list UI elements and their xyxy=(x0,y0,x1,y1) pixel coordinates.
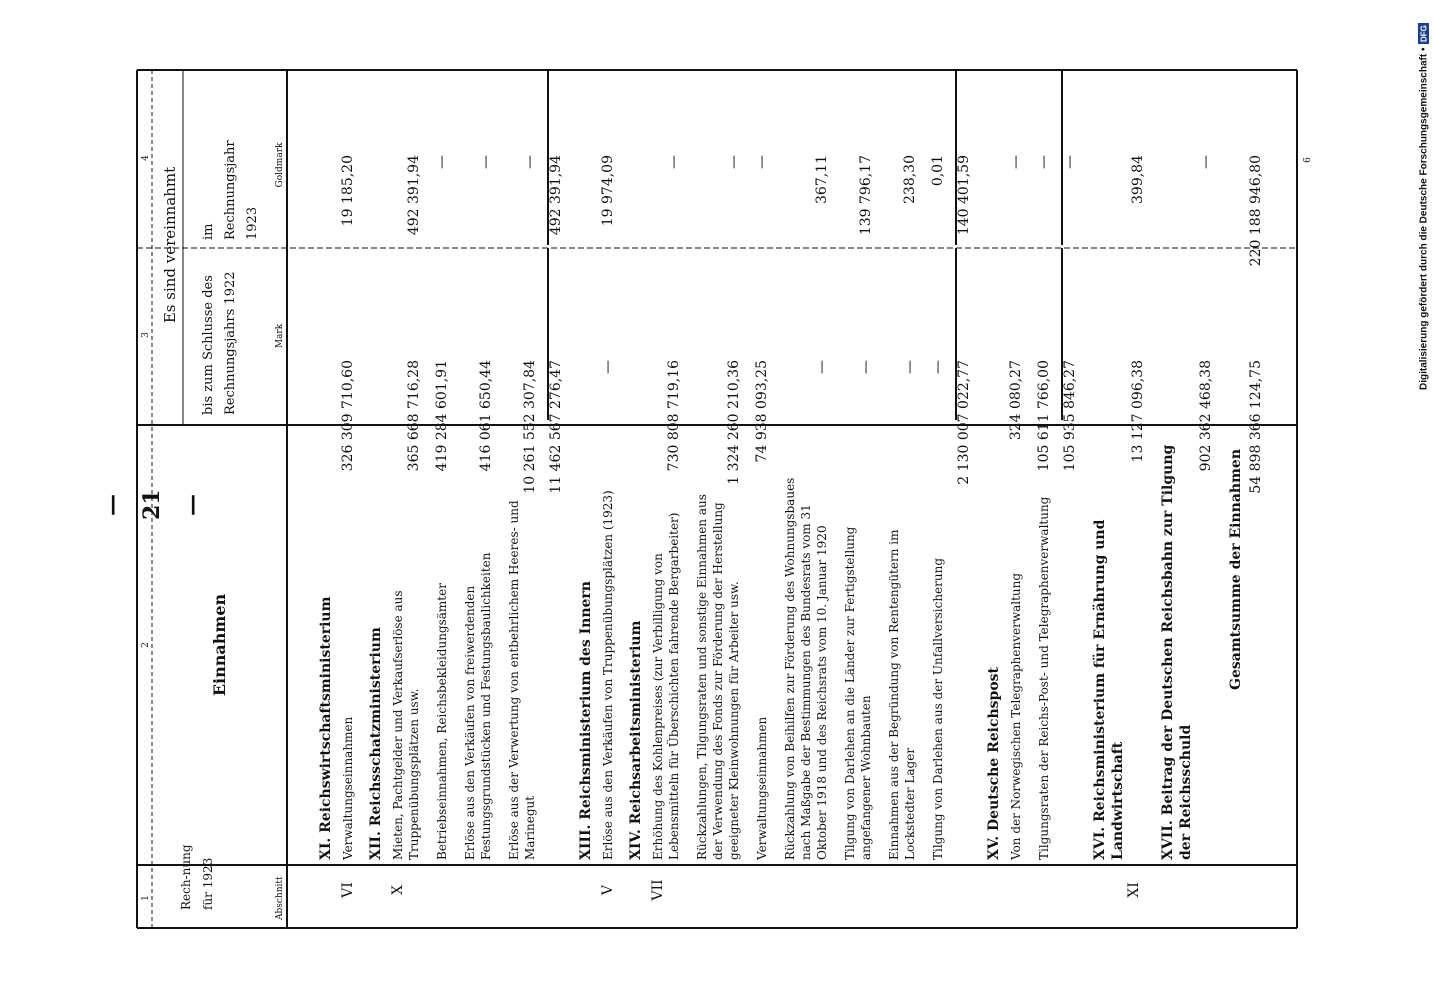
row-label: Erlöse aus den Verkäufen von Truppenübungsplätzen (1923) xyxy=(601,490,615,860)
gold-value: 19 185,20 xyxy=(340,155,356,227)
col3-number: 3 xyxy=(141,332,151,338)
mark-value: 419 284 601,91 xyxy=(434,360,450,472)
row-label: geeigneter Kleinwohnungen für Arbeiter usw. xyxy=(727,581,741,860)
page-number: — 21 — xyxy=(99,489,205,521)
section-title: XI. Reichswirtschaftsministerium xyxy=(318,596,334,860)
gold-value: — xyxy=(754,155,770,169)
row-label: Einnahmen aus der Begründung von Rentengütern im xyxy=(887,529,901,860)
mark-value: 416 061 650,44 xyxy=(478,360,494,472)
section-title: XIII. Reichsministerium des Innern xyxy=(578,581,594,860)
gold-value: 140 401,59 xyxy=(956,155,972,236)
gold-value: 0,01 xyxy=(930,155,946,187)
row-label: Erlöse aus den Verkäufen von freiwerdenden xyxy=(463,585,477,860)
mark-value: 730 808 719,16 xyxy=(666,360,682,472)
section-title: Landwirtschaft xyxy=(1110,741,1126,860)
gold-value: 238,30 xyxy=(902,155,918,204)
col3-label: Rechnungsjahrs 1922 xyxy=(223,271,238,415)
mark-value: — xyxy=(600,360,616,374)
gold-value: — xyxy=(666,155,682,169)
abschnitt-label: X xyxy=(390,885,406,895)
col2-label: Einnahmen xyxy=(210,593,229,697)
row-label: Betriebseinnahmen, Reichsbekleidungsämter xyxy=(435,583,449,860)
mark-value: 54 898 366 124,75 xyxy=(1248,360,1264,494)
gold-value: 492 391,94 xyxy=(548,155,564,236)
mark-value: 1 324 260 210,36 xyxy=(726,360,742,485)
col4-unit: Goldmark xyxy=(275,142,285,188)
gold-value: — xyxy=(434,155,450,169)
col1-label: für 1923 xyxy=(201,857,215,910)
row-label: Verwaltungseinnahmen xyxy=(755,716,769,860)
col1-sub: Abschnitt xyxy=(275,876,285,920)
row-label: nach Maßgabe der Bestimmungen des Bundesrats vom 31 xyxy=(799,504,813,860)
row-label: Erlöse aus der Verwertung von entbehrlichem Heeres- und xyxy=(507,500,521,860)
abschnitt-label: VI xyxy=(340,882,356,898)
row-label: Erhöhung des Kohlenpreises (zur Verbilligung von xyxy=(651,553,665,860)
section-title: XVI. Reichsministerium für Ernährung und xyxy=(1092,519,1108,860)
mark-value: — xyxy=(902,360,918,374)
mark-value: 74 938 093,25 xyxy=(754,360,770,463)
gold-value: — xyxy=(1008,155,1024,169)
abschnitt-label: VII xyxy=(650,879,666,901)
abschnitt-label: XI xyxy=(1126,882,1142,898)
row-label: Tilgung von Darlehen an die Länder zur Fertigstellung xyxy=(843,526,857,860)
col4-label: Rechnungsjahr xyxy=(223,140,238,240)
gold-value: — xyxy=(726,155,742,169)
row-label: Lebensmitteln für Überschichten fahrende Bergarbeiter) xyxy=(667,512,681,860)
mark-value: 2 130 007 022,77 xyxy=(956,360,972,485)
stray-mark: 6 xyxy=(1303,157,1313,163)
mark-value: — xyxy=(858,360,874,374)
gold-value: — xyxy=(522,155,538,169)
mark-value: 13 127 096,38 xyxy=(1130,360,1146,463)
gold-value: — xyxy=(1198,155,1214,169)
col3-unit: Mark xyxy=(275,323,285,349)
section-title: XVII. Beitrag der Deutschen Reichsbahn zur Tilgung xyxy=(1160,444,1176,860)
section-title: der Reichsschuld xyxy=(1178,724,1194,860)
mark-value: 324 080,27 xyxy=(1008,360,1024,441)
abschnitt-label: V xyxy=(600,884,616,896)
gold-value: 139 796,17 xyxy=(858,155,874,236)
section-title: XIV. Reichsarbeitsministerium xyxy=(628,620,644,860)
col2-number: 2 xyxy=(141,642,151,648)
col3-label: bis zum Schlusse des xyxy=(201,275,216,415)
row-label: Mieten, Pachtgelder und Verkaufserlöse aus xyxy=(391,590,405,860)
mark-value: 10 261 552 307,84 xyxy=(522,360,538,494)
gold-value: — xyxy=(1036,155,1052,169)
gold-value: — xyxy=(1062,155,1078,169)
row-label: Oktober 1918 und des Reichsrats vom 10. Januar 1920 xyxy=(815,525,829,860)
mark-value: 105 611 766,00 xyxy=(1036,360,1052,472)
mark-value: 105 935 846,27 xyxy=(1062,360,1078,472)
mark-value: 902 362 468,38 xyxy=(1198,360,1214,472)
row-label: Festungsgrundstücken und Festungsbaulichkeiten xyxy=(479,552,493,860)
col1-number: 1 xyxy=(141,895,151,901)
col4-number: 4 xyxy=(141,155,151,161)
group-label: Es sind vereinnahmt xyxy=(161,166,179,324)
mark-value: — xyxy=(930,360,946,374)
row-label: Verwaltungseinnahmen xyxy=(341,716,355,860)
row-label: Von der Norwegischen Telegraphenverwaltung xyxy=(1009,572,1023,860)
gold-value: 367,11 xyxy=(814,155,830,204)
credit-text: Digitalisierung gefördert durch die Deutsche Forschungsgemeinschaft • xyxy=(1418,47,1430,390)
col4-label: 1923 xyxy=(245,206,260,240)
row-label: Truppenübungsplätzen usw. xyxy=(407,688,421,860)
row-label: Rückzahlungen, Tilgungsraten und sonstige Einnahmen aus xyxy=(695,494,709,860)
gold-value: 399,84 xyxy=(1130,155,1146,204)
row-label: Lockstedter Lager xyxy=(903,747,917,860)
row-label: Rückzahlung von Beihilfen zur Förderung des Wohnungsbaues xyxy=(783,477,797,860)
col4-label: im xyxy=(201,223,216,240)
mark-value: — xyxy=(814,360,830,374)
gold-value: 220 188 946,80 xyxy=(1248,155,1264,267)
mark-value: 11 462 567 276,47 xyxy=(548,360,564,494)
row-label: Tilgung von Darlehen aus der Unfallversicherung xyxy=(931,557,945,860)
row-label: Tilgungsraten der Reichs-Post- und Telegraphenverwaltung xyxy=(1037,496,1051,860)
gold-value: 19 974,09 xyxy=(600,155,616,227)
gold-value: 492 391,94 xyxy=(406,155,422,236)
section-title: Gesamtsumme der Einnahmen xyxy=(1228,448,1244,690)
gold-value: — xyxy=(478,155,494,169)
section-title: XII. Reichsschatzministerium xyxy=(368,627,384,860)
mark-value: 326 309 710,60 xyxy=(340,360,356,472)
row-label: angefangener Wohnbauten xyxy=(859,695,873,860)
section-title: XV. Deutsche Reichspost xyxy=(986,666,1002,860)
row-label: Marinegut xyxy=(523,795,537,860)
dfg-logo: DFG xyxy=(1419,24,1429,42)
mark-value: 365 668 716,28 xyxy=(406,360,422,472)
row-label: der Verwendung des Fonds zur Förderung der Herstellung xyxy=(711,502,725,860)
col1-label: Rech-nung xyxy=(179,844,193,910)
